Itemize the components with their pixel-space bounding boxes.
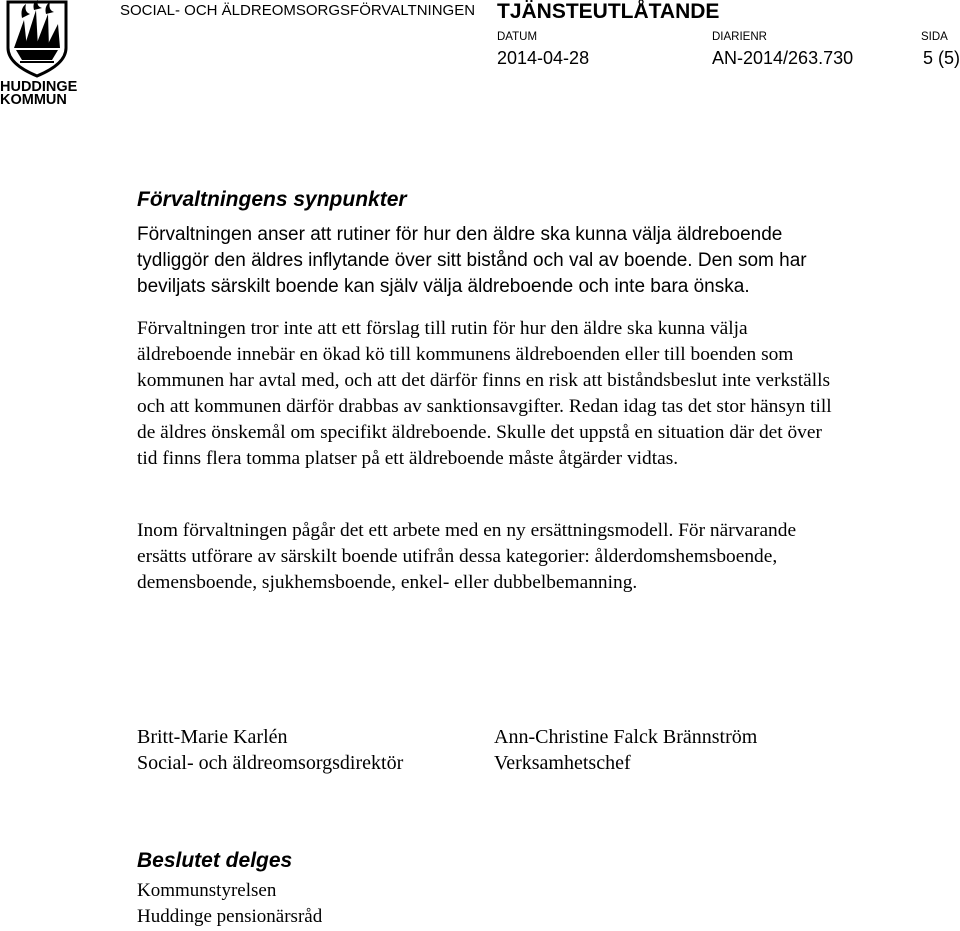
logo-text-line1: HUDDINGE: [0, 79, 78, 95]
recipient: Kommunstyrelsen: [137, 880, 277, 901]
recipient: Huddinge pensionärsråd: [137, 906, 323, 927]
paragraph-1: Förvaltningen anser att rutiner för hur den äldre ska kunna välja äldreboende tydliggör den äldres inflytande över sitt bistånd och val av boende. Den som har beviljats särskilt boende kan själv välja äldreboende och inte bara önska.: [137, 224, 807, 297]
municipality-logo: [0, 0, 80, 110]
section-heading: Förvaltningens synpunkter: [137, 188, 407, 211]
page-number: 5 (5): [923, 48, 960, 68]
document-type: TJÄNSTEUTLÅTANDE: [497, 0, 720, 23]
date-value: 2014-04-28: [497, 48, 590, 68]
paragraph-3: Inom förvaltningen pågår det ett arbete med en ny ersättningsmodell. För närvarande ersätts utförare av särskilt boende utifrån dessa kategorier: ålderdomshemsboende, demensboende, sjukhemsboende, enkel- eller dubbelbemanning.: [137, 520, 797, 593]
signature-block-1: [137, 724, 403, 776]
signature-block-2: [494, 724, 757, 776]
signatory-name: Britt-Marie Karlén: [137, 726, 288, 748]
logo-text-line2: KOMMUN: [0, 92, 67, 108]
date-label: DATUM: [497, 31, 538, 43]
page-label: SIDA: [921, 31, 948, 43]
signatory-title: Social- och äldreomsorgsdirektör: [137, 752, 404, 774]
signatory-title: Verksamhetschef: [494, 752, 631, 774]
signatory-name: Ann-Christine Falck Brännström: [494, 726, 758, 748]
department-name: SOCIAL- OCH ÄLDREOMSORGSFÖRVALTNINGEN: [120, 2, 476, 19]
diary-number-value: AN-2014/263.730: [712, 48, 854, 68]
distribution-list: [137, 878, 322, 930]
diary-number-label: DIARIENR: [712, 31, 767, 43]
coat-of-arms-icon: [0, 0, 80, 80]
paragraph-2: Förvaltningen tror inte att ett förslag till rutin för hur den äldre ska kunna välja äldreboende innebär en ökad kö till kommunens äldreboenden eller till boenden som kommunen har avtal med, och att det därför finns en risk att biståndsbeslut inte verkställs och att kommunen därför drabbas av sanktionsavgifter. Redan idag tas det stor hänsyn till de äldres önskemål om specifikt äldreboende. Skulle det uppstå en situation där det över tid finns flera tomma platser på ett äldreboende måste åtgärder vidtas.: [137, 318, 832, 469]
distribution-heading: Beslutet delges: [137, 849, 293, 872]
